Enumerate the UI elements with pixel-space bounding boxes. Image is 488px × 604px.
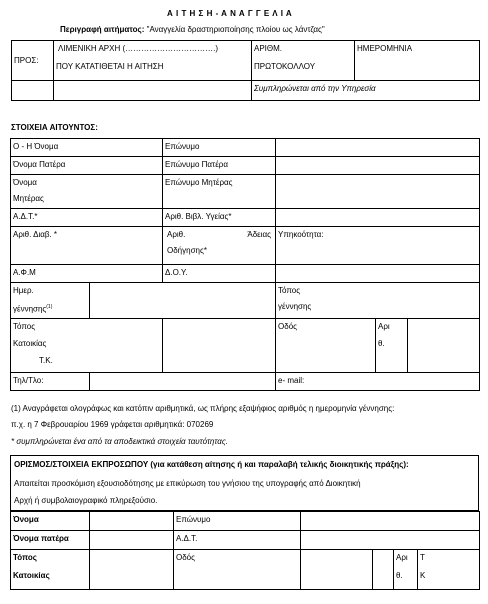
- residence-label-1: Τόπος: [13, 322, 36, 331]
- mother-surname-field[interactable]: [163, 175, 276, 209]
- rep-id-card-label: Α.Δ.Τ.: [176, 534, 198, 543]
- passport-label: Αριθ. Διαβ. *: [13, 230, 58, 239]
- birth-date-label-1: Ημερ.: [13, 286, 34, 295]
- father-name-label: Όνομα Πατέρα: [13, 160, 66, 169]
- rep-street-label: Οδός: [176, 553, 195, 562]
- postal-label: Τ.Κ.: [39, 356, 53, 365]
- subject-label: Περιγραφή αιτήματος:: [60, 25, 145, 34]
- surname-value[interactable]: [276, 139, 480, 157]
- representative-table: [10, 511, 480, 590]
- name-label: Ο - Η Όνομα: [13, 142, 59, 151]
- father-surname-field[interactable]: [163, 157, 276, 175]
- authority-cell[interactable]: [54, 41, 252, 81]
- health-book-label: Αριθ. Βιβλ. Υγείας*: [165, 212, 232, 221]
- passport-field[interactable]: [11, 227, 163, 265]
- service-note: Συμπληρώνεται από την Υπηρεσία: [252, 81, 480, 101]
- father-surname-label: Επώνυμο Πατέρα: [165, 160, 228, 169]
- health-book-value[interactable]: [276, 209, 480, 227]
- birth-date-label-2: γέννησης: [13, 304, 47, 314]
- rep-residence-value[interactable]: [90, 550, 174, 590]
- representative-text-2: Αρχή ή συμβολαιογραφικό πληρεξούσιο.: [14, 496, 158, 505]
- subject-line: [60, 26, 325, 34]
- rep-postal-label-2: Κ: [420, 571, 426, 580]
- empty-cell: [54, 81, 252, 101]
- afm-label: Α.Φ.Μ: [13, 268, 36, 277]
- applicant-table: [10, 138, 480, 391]
- mother-name-label-1: Όνομα: [13, 178, 37, 187]
- mother-name-label-2: Μητέρας: [13, 194, 44, 203]
- doy-label: Δ.Ο.Υ.: [165, 268, 188, 277]
- phone-value[interactable]: [90, 373, 276, 391]
- rep-residence-field[interactable]: [11, 550, 90, 590]
- license-field[interactable]: [163, 227, 276, 265]
- rep-street-field[interactable]: [174, 550, 301, 590]
- rep-number-label-cell[interactable]: [394, 550, 418, 590]
- phone-field[interactable]: [11, 373, 90, 391]
- mother-surname-label: Επώνυμο Μητέρας: [165, 178, 233, 187]
- to-label: ΠΡΟΣ:: [14, 55, 39, 65]
- residence-field[interactable]: [11, 319, 163, 373]
- street-field[interactable]: [276, 319, 376, 373]
- protocol-cell[interactable]: [252, 41, 355, 81]
- surname-field[interactable]: [163, 139, 276, 157]
- phone-label: Τηλ/Τλο:: [13, 376, 44, 385]
- authority-label: ΛΙΜΕΝΙΚΗ ΑΡΧΗ (…………………………….): [58, 44, 219, 53]
- id-card-label: Α.Δ.Τ.*: [13, 212, 38, 221]
- rep-surname-label: Επώνυμο: [176, 515, 211, 524]
- rep-father-name-field[interactable]: [11, 531, 90, 550]
- rep-id-card-field[interactable]: [174, 531, 301, 550]
- birth-place-label-1: Τόπος: [278, 286, 301, 295]
- rep-id-card-value[interactable]: [301, 531, 480, 550]
- citizenship-field[interactable]: [276, 227, 480, 265]
- applicant-section-title: ΣΤΟΙΧΕΙΑ ΑΙΤΟΥΝΤΟΣ:: [11, 123, 98, 132]
- to-cell: [12, 41, 54, 81]
- representative-box: [10, 455, 479, 511]
- protocol-label-1: ΑΡΙΘΜ.: [254, 44, 283, 53]
- number-label-2: θ.: [378, 339, 385, 348]
- subject-value: "Αναγγελία δραστηριοποίησης πλοίου ως λάντζας": [144, 25, 325, 34]
- rep-residence-label-2: Κατοικίας: [13, 571, 50, 580]
- rep-name-label: Όνομα: [13, 515, 39, 524]
- rep-name-field[interactable]: [11, 512, 90, 531]
- rep-father-name-label: Όνομα πατέρα: [13, 534, 69, 543]
- doy-field[interactable]: [163, 265, 276, 283]
- form-title: Α Ι Τ Η Σ Η - Α Ν Α Γ Γ Ε Λ Ι Α: [167, 9, 293, 18]
- street-label: Οδός: [278, 322, 297, 331]
- rep-surname-value[interactable]: [301, 512, 480, 531]
- birth-date-value[interactable]: [90, 283, 276, 319]
- rep-residence-label-1: Τόπος: [13, 553, 37, 562]
- date-label: ΗΜΕΡΟΜΗΝΙΑ: [357, 44, 413, 53]
- name-field[interactable]: [11, 139, 163, 157]
- residence-value[interactable]: [163, 319, 276, 373]
- email-label: e- mail:: [278, 376, 305, 385]
- father-name-field[interactable]: [11, 157, 163, 175]
- citizenship-label: Υπηκοότητα:: [278, 230, 324, 239]
- rep-name-value[interactable]: [90, 512, 174, 531]
- rep-number-label-1: Αρι: [396, 553, 408, 562]
- doy-value[interactable]: [276, 265, 480, 283]
- residence-label-2: Κατοικίας: [13, 339, 47, 348]
- empty-cell: [12, 81, 54, 101]
- rep-postal-label-1: Τ: [420, 553, 425, 562]
- birth-date-footnote: (1): [46, 304, 53, 310]
- birth-place-label-2: γέννησης: [278, 302, 312, 311]
- mother-name-field[interactable]: [11, 175, 163, 209]
- birth-date-field[interactable]: [11, 283, 90, 319]
- rep-postal-field[interactable]: [418, 550, 480, 590]
- health-book-field[interactable]: [163, 209, 276, 227]
- number-value[interactable]: [408, 319, 480, 373]
- rep-father-name-value[interactable]: [90, 531, 174, 550]
- rep-number-field[interactable]: [373, 550, 394, 590]
- birth-place-field[interactable]: [276, 283, 480, 319]
- to-table: [11, 40, 480, 101]
- father-surname-value[interactable]: [276, 157, 480, 175]
- surname-label: Επώνυμο: [165, 142, 200, 151]
- id-card-field[interactable]: [11, 209, 163, 227]
- number-field[interactable]: [376, 319, 408, 373]
- authority-note: ΠΟΥ ΚΑΤΑΤΙΘΕΤΑΙ Η ΑΙΤΗΣΗ: [56, 62, 164, 71]
- note-birth-date: (1) Αναγράφεται ολογράφως και κατόπιν αριθμητικά, ως πλήρης εξαψήφιος αριθμός η ημερομηνία γέννησης:: [11, 404, 395, 413]
- note-example: π.χ. η 7 Φεβρουαρίου 1969 γράφεται αριθμητικά: 070269: [11, 420, 214, 429]
- representative-title: ΟΡΙΣΜΟΣ/ΣΤΟΙΧΕΙΑ ΕΚΠΡΟΣΩΠΟΥ (για κατάθεση αίτησης ή και παραλαβή τελικής διοικητικής πράξης):: [14, 460, 409, 469]
- date-cell[interactable]: [355, 41, 480, 81]
- note-identity: * συμπληρώνεται ένα από τα αποδεικτικά στοιχεία ταυτότητας.: [11, 437, 228, 446]
- email-field[interactable]: [276, 373, 480, 391]
- license-label-2: Οδήγησης*: [167, 246, 207, 255]
- rep-number-label-2: θ.: [396, 571, 403, 580]
- mother-surname-value[interactable]: [276, 175, 480, 209]
- number-label-1: Αρι: [378, 322, 390, 331]
- license-label-1: Αριθ.: [167, 230, 186, 239]
- afm-field[interactable]: [11, 265, 163, 283]
- representative-text-1: Απαιτείται προσκόμιση εξουσιοδότησης με επικύρωση του γνήσιου της υπογραφής από Διοικητική: [14, 479, 361, 488]
- rep-surname-field[interactable]: [174, 512, 301, 531]
- license-label-1b: Άδειας: [247, 230, 271, 239]
- rep-street-value[interactable]: [301, 550, 373, 590]
- protocol-label-2: ΠΡΩΤΟΚΟΛΛΟΥ: [254, 62, 316, 71]
